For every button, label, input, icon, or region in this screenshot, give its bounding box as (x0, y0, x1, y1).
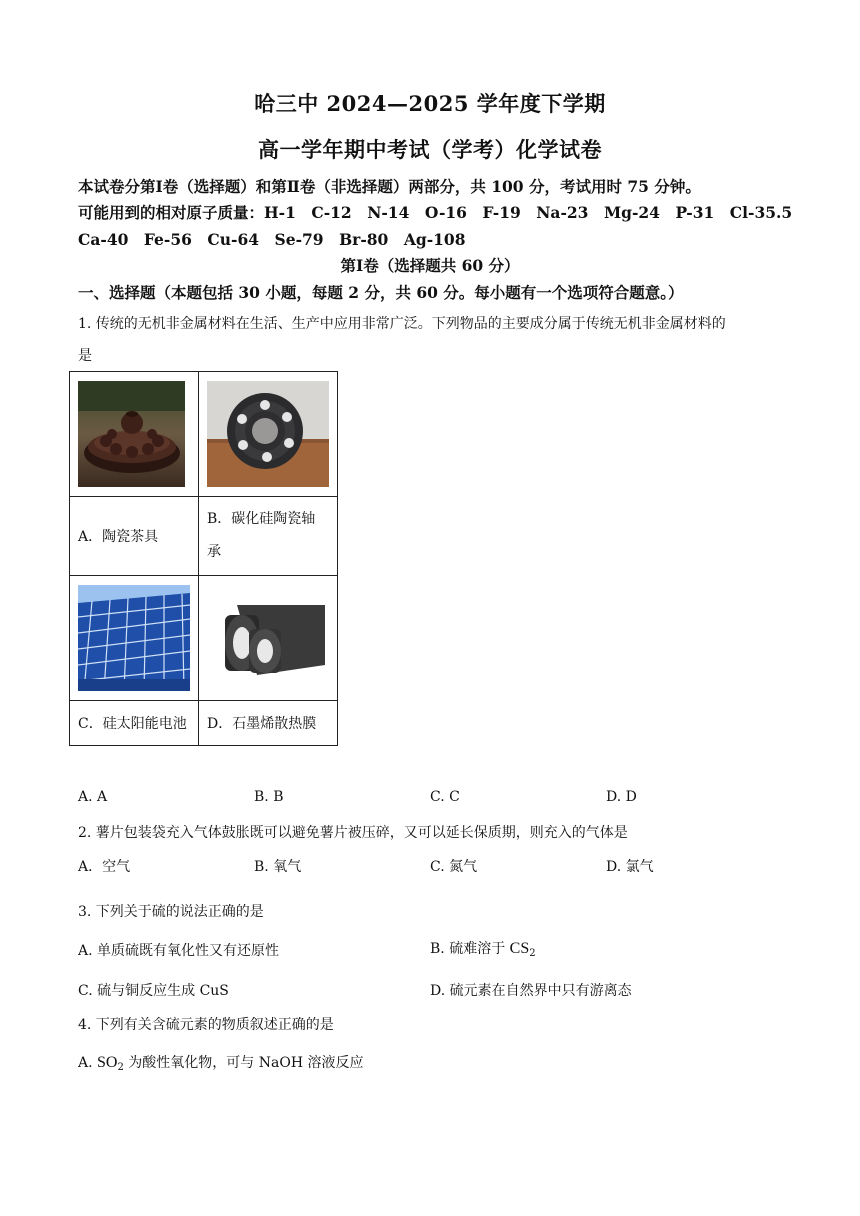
graphene-film-image (207, 585, 329, 691)
q2-option-b: B. 氧气 (254, 859, 302, 875)
q1-choice-c: C. C (430, 789, 460, 805)
solar-panel-image (78, 585, 190, 691)
q3-option-d: D. 硫元素在自然界中只有游离态 (430, 983, 632, 999)
question-1-options-table (69, 371, 338, 746)
q2-option-c: C. 氮气 (430, 859, 478, 875)
exam-intro: 本试卷分第Ⅰ卷（选择题）和第Ⅱ卷（非选择题）两部分，共 100 分，考试用时 75 分钟。 (78, 177, 701, 196)
exam-title: 哈三中 2024—2025 学年度下学期 (254, 91, 606, 116)
q3-option-b-formula: CS (509, 940, 530, 957)
q1-choice-a: A. A (78, 789, 108, 805)
sic-ceramic-bearing-image (207, 381, 329, 487)
option-d-label: D．石墨烯散热膜 (199, 701, 338, 746)
q3-option-c: C. 硫与铜反应生成 CuS (78, 983, 229, 999)
q4-option-a-text: 为酸性氧化物，可与 NaOH 溶液反应 (128, 1055, 364, 1071)
section-heading: 一、选择题（本题包括 30 小题，每题 2 分，共 60 分。每小题有一个选项符合题意。） (78, 283, 684, 302)
option-c-image-cell (70, 576, 199, 701)
option-b-label-cont: 承 (207, 544, 221, 560)
q4-option-a-letter: A. (78, 1055, 93, 1071)
part-heading: 第Ⅰ卷（选择题共 60 分） (340, 256, 520, 275)
q1-choice-d: D. D (606, 789, 637, 805)
q3-option-b-text: B. 硫难溶于 (430, 941, 506, 957)
q1-choice-b: B. B (254, 789, 284, 805)
option-a-label: A．陶瓷茶具 (70, 497, 199, 576)
option-b-label: B．碳化硅陶瓷轴 (207, 511, 316, 527)
option-d-image-cell (199, 576, 338, 701)
question-3-stem: 3. 下列关于硫的说法正确的是 (78, 904, 264, 920)
question-2-stem: 2. 薯片包装袋充入气体鼓胀既可以避免薯片被压碎，又可以延长保质期，则充入的气体是 (78, 825, 628, 841)
q2-option-d: D. 氯气 (606, 859, 654, 875)
q4-option-a-subscript: 2 (117, 1062, 124, 1073)
question-1-stem-cont: 是 (78, 348, 92, 364)
question-4-stem: 4. 下列有关含硫元素的物质叙述正确的是 (78, 1017, 334, 1033)
q3-option-b-subscript: 2 (529, 948, 536, 959)
q2-option-a: A．空气 (78, 859, 131, 875)
q4-option-a (78, 1052, 363, 1073)
q3-option-a: A. 单质硫既有氧化性又有还原性 (78, 943, 280, 959)
atomic-masses-line1: 可能用到的相对原子质量：H-1 C-12 N-14 O-16 F-19 Na-23 Mg-24 P-31 Cl-35.5 (78, 203, 793, 222)
option-b-label-cell (199, 497, 338, 576)
q3-option-b (430, 938, 536, 959)
option-a-image-cell (70, 372, 199, 497)
question-1-stem: 1. 传统的无机非金属材料在生活、生产中应用非常广泛。下列物品的主要成分属于传统无机非金属材料的 (78, 316, 726, 332)
q4-option-a-formula: SO (97, 1054, 118, 1071)
option-b-image-cell (199, 372, 338, 497)
ceramic-teaset-image (78, 381, 185, 487)
atomic-masses-line2: Ca-40 Fe-56 Cu-64 Se-79 Br-80 Ag-108 (78, 230, 466, 249)
option-c-label: C．硅太阳能电池 (70, 701, 199, 746)
exam-subtitle: 高一学年期中考试（学考）化学试卷 (258, 137, 602, 162)
